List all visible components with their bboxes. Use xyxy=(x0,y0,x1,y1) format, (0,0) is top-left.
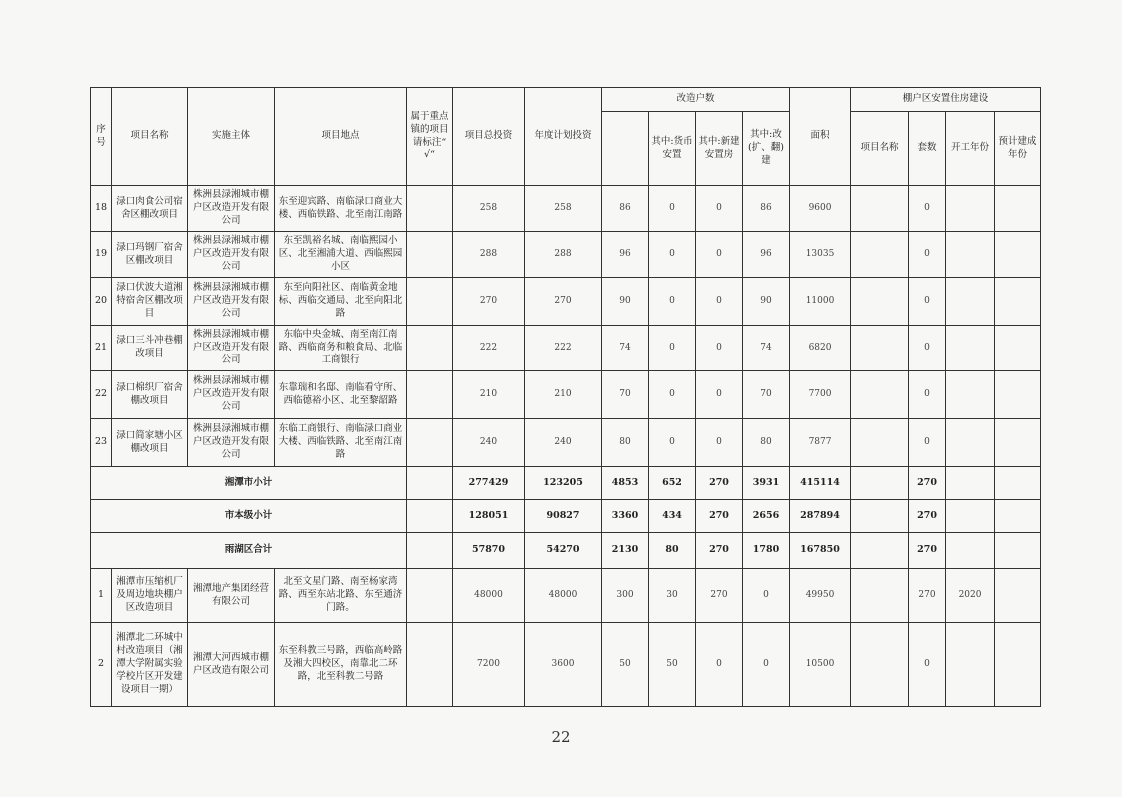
cell-households: 70 xyxy=(602,371,649,419)
cell-newbuild: 0 xyxy=(696,371,743,419)
cell-sets: 0 xyxy=(909,326,946,371)
cell-newbuild: 0 xyxy=(696,278,743,326)
header-annual-invest: 年度计划投资 xyxy=(525,88,602,186)
cell-rebuild: 0 xyxy=(743,623,790,707)
cell-money: 652 xyxy=(649,467,696,500)
cell-start-year xyxy=(946,186,995,232)
cell-annual: 90827 xyxy=(525,500,602,533)
cell-entity: 株洲县渌湘城市棚户区改造开发有限公司 xyxy=(188,371,275,419)
table-row xyxy=(91,569,1041,623)
cell-annual: 270 xyxy=(525,278,602,326)
header-total-invest: 项目总投资 xyxy=(453,88,525,186)
cell-newbuild: 270 xyxy=(696,467,743,500)
cell-name: 渌口棉织厂宿舍棚改项目 xyxy=(112,371,188,419)
cell-total: 57870 xyxy=(453,533,525,569)
cell-key-town xyxy=(407,371,453,419)
cell-money: 30 xyxy=(649,569,696,623)
cell-annual: 240 xyxy=(525,419,602,467)
cell-rebuild: 1780 xyxy=(743,533,790,569)
cell-total: 128051 xyxy=(453,500,525,533)
cell-start-year xyxy=(946,419,995,467)
cell-newbuild: 0 xyxy=(696,186,743,232)
header-resettle: 棚户区安置住房建设 xyxy=(851,88,1041,112)
cell-key-town xyxy=(407,623,453,707)
cell-households: 4853 xyxy=(602,467,649,500)
cell-total: 258 xyxy=(453,186,525,232)
cell-resettle-name xyxy=(851,467,909,500)
cell-rebuild: 3931 xyxy=(743,467,790,500)
cell-money: 50 xyxy=(649,623,696,707)
cell-resettle-name xyxy=(851,278,909,326)
project-table xyxy=(90,87,1041,707)
cell-rebuild: 96 xyxy=(743,232,790,278)
cell-total: 240 xyxy=(453,419,525,467)
cell-seq: 20 xyxy=(91,278,112,326)
header-name: 项目名称 xyxy=(112,88,188,186)
cell-key-town xyxy=(407,467,453,500)
cell-newbuild: 0 xyxy=(696,326,743,371)
header-location: 项目地点 xyxy=(275,88,407,186)
cell-households: 74 xyxy=(602,326,649,371)
cell-rebuild: 70 xyxy=(743,371,790,419)
cell-rebuild: 2656 xyxy=(743,500,790,533)
table-row xyxy=(91,419,1041,467)
cell-area: 415114 xyxy=(790,467,851,500)
cell-area: 11000 xyxy=(790,278,851,326)
cell-sets: 0 xyxy=(909,232,946,278)
cell-households: 2130 xyxy=(602,533,649,569)
cell-money: 434 xyxy=(649,500,696,533)
table-row xyxy=(91,623,1041,707)
header-money: 其中:货币安置 xyxy=(649,112,696,186)
cell-sets: 270 xyxy=(909,533,946,569)
cell-annual: 258 xyxy=(525,186,602,232)
header-entity: 实施主体 xyxy=(188,88,275,186)
cell-entity: 株洲县渌湘城市棚户区改造开发有限公司 xyxy=(188,419,275,467)
table-row xyxy=(91,326,1041,371)
cell-finish-year xyxy=(995,500,1041,533)
cell-start-year xyxy=(946,500,995,533)
subtotal-label: 市本级小计 xyxy=(91,500,407,533)
cell-key-town xyxy=(407,278,453,326)
cell-start-year xyxy=(946,467,995,500)
cell-rebuild: 90 xyxy=(743,278,790,326)
cell-area: 6820 xyxy=(790,326,851,371)
table-body xyxy=(91,186,1041,707)
cell-seq: 18 xyxy=(91,186,112,232)
cell-location: 东至迎宾路、南临渌口商业大楼、西临铁路、北至南江南路 xyxy=(275,186,407,232)
cell-finish-year xyxy=(995,232,1041,278)
cell-resettle-name xyxy=(851,500,909,533)
cell-annual: 210 xyxy=(525,371,602,419)
cell-finish-year xyxy=(995,533,1041,569)
cell-rebuild: 74 xyxy=(743,326,790,371)
cell-resettle-name xyxy=(851,232,909,278)
cell-seq: 23 xyxy=(91,419,112,467)
header-newbuild: 其中:新建安置房 xyxy=(696,112,743,186)
header-finish-year: 预计建成年份 xyxy=(995,112,1041,186)
cell-households: 300 xyxy=(602,569,649,623)
cell-location: 北至文星门路、南至杨家湾路、西至东站北路、东至通济门路。 xyxy=(275,569,407,623)
cell-location: 东至向阳社区、南临黄金地标、西临交通局、北至向阳北路 xyxy=(275,278,407,326)
cell-resettle-name xyxy=(851,569,909,623)
cell-area: 287894 xyxy=(790,500,851,533)
cell-location: 东至科教三号路，西临高岭路及湘大四校区，南靠北二环路，北至科教二号路 xyxy=(275,623,407,707)
cell-seq: 19 xyxy=(91,232,112,278)
cell-start-year xyxy=(946,533,995,569)
cell-finish-year xyxy=(995,326,1041,371)
cell-households: 96 xyxy=(602,232,649,278)
cell-name: 渌口玛钢厂宿舍区棚改项目 xyxy=(112,232,188,278)
cell-area: 13035 xyxy=(790,232,851,278)
header-rebuild: 其中:改(扩、翻)建 xyxy=(743,112,790,186)
cell-finish-year xyxy=(995,186,1041,232)
cell-resettle-name xyxy=(851,419,909,467)
cell-money: 0 xyxy=(649,186,696,232)
cell-name: 渌口伏波大道湘特宿舍区棚改项目 xyxy=(112,278,188,326)
cell-entity: 湘潭地产集团经营有限公司 xyxy=(188,569,275,623)
cell-households: 86 xyxy=(602,186,649,232)
cell-total: 222 xyxy=(453,326,525,371)
cell-entity: 株洲县渌湘城市棚户区改造开发有限公司 xyxy=(188,232,275,278)
cell-total: 277429 xyxy=(453,467,525,500)
cell-sets: 0 xyxy=(909,371,946,419)
header-key-town: 属于重点镇的项目请标注“ √“ xyxy=(407,88,453,186)
cell-name: 湘潭北二环城中村改造项目（湘潭大学附属实验学校片区开发建设项目一期） xyxy=(112,623,188,707)
cell-finish-year xyxy=(995,419,1041,467)
header-households: 改造户数 xyxy=(602,88,790,112)
cell-start-year xyxy=(946,326,995,371)
cell-total: 288 xyxy=(453,232,525,278)
subtotal-row xyxy=(91,467,1041,500)
table-row xyxy=(91,371,1041,419)
cell-seq: 1 xyxy=(91,569,112,623)
cell-area: 9600 xyxy=(790,186,851,232)
header-resettle-name: 项目名称 xyxy=(851,112,909,186)
header-seq: 序号 xyxy=(91,88,112,186)
cell-annual: 54270 xyxy=(525,533,602,569)
document-page xyxy=(90,87,1040,707)
cell-name: 渌口肉食公司宿舍区棚改项目 xyxy=(112,186,188,232)
cell-location: 东靠瑞和名邸、南临看守所、西临德裕小区、北至黎韶路 xyxy=(275,371,407,419)
cell-newbuild: 270 xyxy=(696,500,743,533)
cell-sets: 0 xyxy=(909,186,946,232)
cell-name: 湘潭市压缩机厂及周边地块棚户区改造项目 xyxy=(112,569,188,623)
table-row xyxy=(91,278,1041,326)
cell-sets: 0 xyxy=(909,419,946,467)
cell-entity: 株洲县渌湘城市棚户区改造开发有限公司 xyxy=(188,186,275,232)
cell-sets: 0 xyxy=(909,278,946,326)
table-row xyxy=(91,232,1041,278)
cell-area: 10500 xyxy=(790,623,851,707)
cell-entity: 湘潭大河西城市棚户区改造有限公司 xyxy=(188,623,275,707)
cell-total: 7200 xyxy=(453,623,525,707)
cell-money: 0 xyxy=(649,371,696,419)
header-area: 面积 xyxy=(790,88,851,186)
cell-finish-year xyxy=(995,467,1041,500)
cell-start-year xyxy=(946,371,995,419)
cell-key-town xyxy=(407,569,453,623)
cell-key-town xyxy=(407,186,453,232)
cell-finish-year xyxy=(995,278,1041,326)
cell-sets: 270 xyxy=(909,569,946,623)
cell-start-year xyxy=(946,232,995,278)
cell-rebuild: 86 xyxy=(743,186,790,232)
cell-total: 48000 xyxy=(453,569,525,623)
cell-newbuild: 0 xyxy=(696,623,743,707)
cell-money: 0 xyxy=(649,326,696,371)
cell-resettle-name xyxy=(851,326,909,371)
cell-finish-year xyxy=(995,569,1041,623)
cell-rebuild: 80 xyxy=(743,419,790,467)
cell-annual: 3600 xyxy=(525,623,602,707)
header-start-year: 开工年份 xyxy=(946,112,995,186)
cell-key-town xyxy=(407,500,453,533)
cell-annual: 222 xyxy=(525,326,602,371)
cell-total: 270 xyxy=(453,278,525,326)
cell-money: 0 xyxy=(649,232,696,278)
cell-finish-year xyxy=(995,623,1041,707)
cell-resettle-name xyxy=(851,186,909,232)
cell-seq: 2 xyxy=(91,623,112,707)
cell-seq: 22 xyxy=(91,371,112,419)
cell-resettle-name xyxy=(851,371,909,419)
cell-rebuild: 0 xyxy=(743,569,790,623)
cell-money: 80 xyxy=(649,533,696,569)
table-header xyxy=(91,88,1041,186)
cell-key-town xyxy=(407,419,453,467)
cell-annual: 123205 xyxy=(525,467,602,500)
cell-key-town xyxy=(407,232,453,278)
cell-area: 167850 xyxy=(790,533,851,569)
cell-start-year: 2020 xyxy=(946,569,995,623)
cell-newbuild: 0 xyxy=(696,232,743,278)
cell-area: 49950 xyxy=(790,569,851,623)
cell-start-year xyxy=(946,623,995,707)
cell-newbuild: 270 xyxy=(696,569,743,623)
cell-sets: 270 xyxy=(909,467,946,500)
cell-households: 90 xyxy=(602,278,649,326)
subtotal-row xyxy=(91,533,1041,569)
cell-sets: 270 xyxy=(909,500,946,533)
cell-entity: 株洲县渌湘城市棚户区改造开发有限公司 xyxy=(188,278,275,326)
table-row xyxy=(91,186,1041,232)
cell-annual: 288 xyxy=(525,232,602,278)
cell-money: 0 xyxy=(649,278,696,326)
cell-name: 渌口三斗冲巷棚改项目 xyxy=(112,326,188,371)
subtotal-label: 雨湖区合计 xyxy=(91,533,407,569)
cell-annual: 48000 xyxy=(525,569,602,623)
cell-resettle-name xyxy=(851,623,909,707)
cell-total: 210 xyxy=(453,371,525,419)
cell-households: 50 xyxy=(602,623,649,707)
header-households-blank xyxy=(602,112,649,186)
cell-sets: 0 xyxy=(909,623,946,707)
subtotal-row xyxy=(91,500,1041,533)
cell-area: 7877 xyxy=(790,419,851,467)
cell-households: 3360 xyxy=(602,500,649,533)
cell-location: 东临中央金城、南至南江南路、西临商务和粮食局、北临工商银行 xyxy=(275,326,407,371)
subtotal-label: 湘潭市小计 xyxy=(91,467,407,500)
header-sets: 套数 xyxy=(909,112,946,186)
cell-households: 80 xyxy=(602,419,649,467)
cell-key-town xyxy=(407,533,453,569)
cell-area: 7700 xyxy=(790,371,851,419)
cell-finish-year xyxy=(995,371,1041,419)
cell-newbuild: 0 xyxy=(696,419,743,467)
cell-key-town xyxy=(407,326,453,371)
cell-money: 0 xyxy=(649,419,696,467)
cell-newbuild: 270 xyxy=(696,533,743,569)
cell-entity: 株洲县渌湘城市棚户区改造开发有限公司 xyxy=(188,326,275,371)
cell-location: 东至凯裕名城、南临熙园小区、北至湘浦大道、西临熙园小区 xyxy=(275,232,407,278)
page-number: 22 xyxy=(551,728,571,746)
cell-seq: 21 xyxy=(91,326,112,371)
cell-location: 东临工商银行、南临渌口商业大楼、西临铁路、北至南江南路 xyxy=(275,419,407,467)
cell-start-year xyxy=(946,278,995,326)
cell-resettle-name xyxy=(851,533,909,569)
cell-name: 渌口简家塘小区棚改项目 xyxy=(112,419,188,467)
